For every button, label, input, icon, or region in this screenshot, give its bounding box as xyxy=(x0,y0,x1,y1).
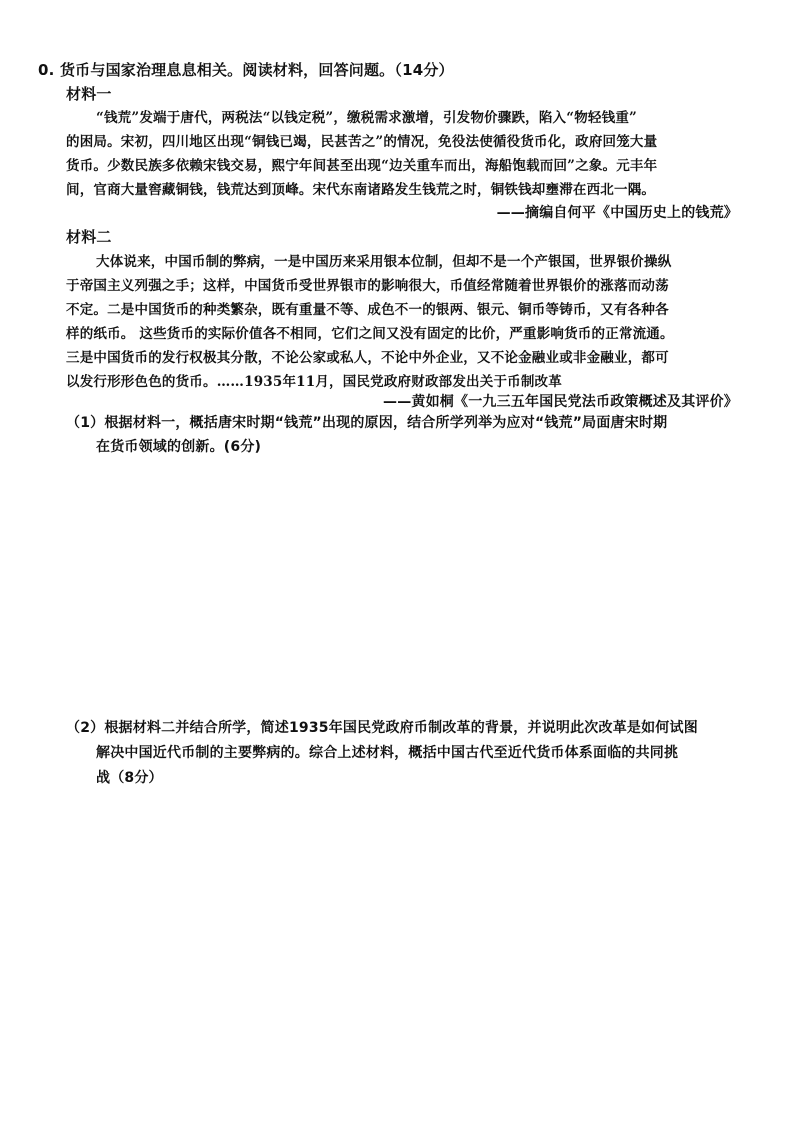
sub-question-2-line: 战（8分） xyxy=(96,770,163,786)
question-number: 0. xyxy=(38,61,55,79)
material1-line: 间，官商大量窖藏铜钱，钱荒达到顶峰。宋代东南诸路发生钱荒之时，铜铁钱却壅滞在西北一隅。 xyxy=(66,182,656,198)
material2-title: 材料二 xyxy=(66,228,112,246)
material2-line: 以发行形形色色的货币。……1935年11月，国民党政府财政部发出关于币制改革 xyxy=(66,374,562,390)
material1-line: 的困局。宋初，四川地区出现“铜钱已竭，民甚苦之”的情况，免役法使循役货币化，政府回笼大量 xyxy=(66,134,658,150)
material1-source: ——摘编自何平《中国历史上的钱荒》 xyxy=(496,205,738,221)
material1-line: “钱荒”发端于唐代，两税法“以钱定税”，缴税需求激增，引发物价骤跌，陷入“物轻钱重” xyxy=(96,110,637,126)
sub-question-1-line: （1）根据材料一，概括唐宋时期“钱荒”出现的原因，结合所学列举为应对“钱荒”局面唐宋时期 xyxy=(66,415,668,431)
material2-line: 不定。二是中国货币的种类繁杂，既有重量不等、成色不一的银两、银元、铜币等铸币，又有各种各 xyxy=(66,302,669,318)
question-header xyxy=(38,58,454,82)
question-intro: 货币与国家治理息息相关。阅读材料，回答问题。（14分） xyxy=(59,61,454,79)
material1-title: 材料一 xyxy=(66,85,112,103)
material2-line: 样的纸币。 这些货币的实际价值各不相同，它们之间又没有固定的比价，严重影响货币的正常流通。 xyxy=(66,326,674,342)
material2-line: 大体说来，中国币制的弊病，一是中国历来采用银本位制，但却不是一个产银国，世界银价操纵 xyxy=(96,254,672,270)
sub-question-1-line: 在货币领域的创新。(6分) xyxy=(96,439,262,455)
material2-line: 于帝国主义列强之手；这样，中国货币受世界银市的影响很大，币值经常随着世界银价的涨落而动荡 xyxy=(66,278,669,294)
material2-line: 三是中国货币的发行权极其分散，不论公家或私人，不论中外企业，又不论金融业或非金融业，都可 xyxy=(66,350,669,366)
material2-source: ——黄如桐《一九三五年国民党法币政策概述及其评价》 xyxy=(383,394,738,410)
sub-question-2-line: （2）根据材料二并结合所学，简述1935年国民党政府币制改革的背景，并说明此次改革是如何试图 xyxy=(66,720,698,736)
sub-question-2-line: 解决中国近代币制的主要弊病的。综合上述材料，概括中国古代至近代货币体系面临的共同挑 xyxy=(96,745,679,761)
material1-line: 货币。少数民族多依赖宋钱交易，熙宁年间甚至出现“边关重车而出，海船饱载而回”之象。元丰年 xyxy=(66,158,658,174)
